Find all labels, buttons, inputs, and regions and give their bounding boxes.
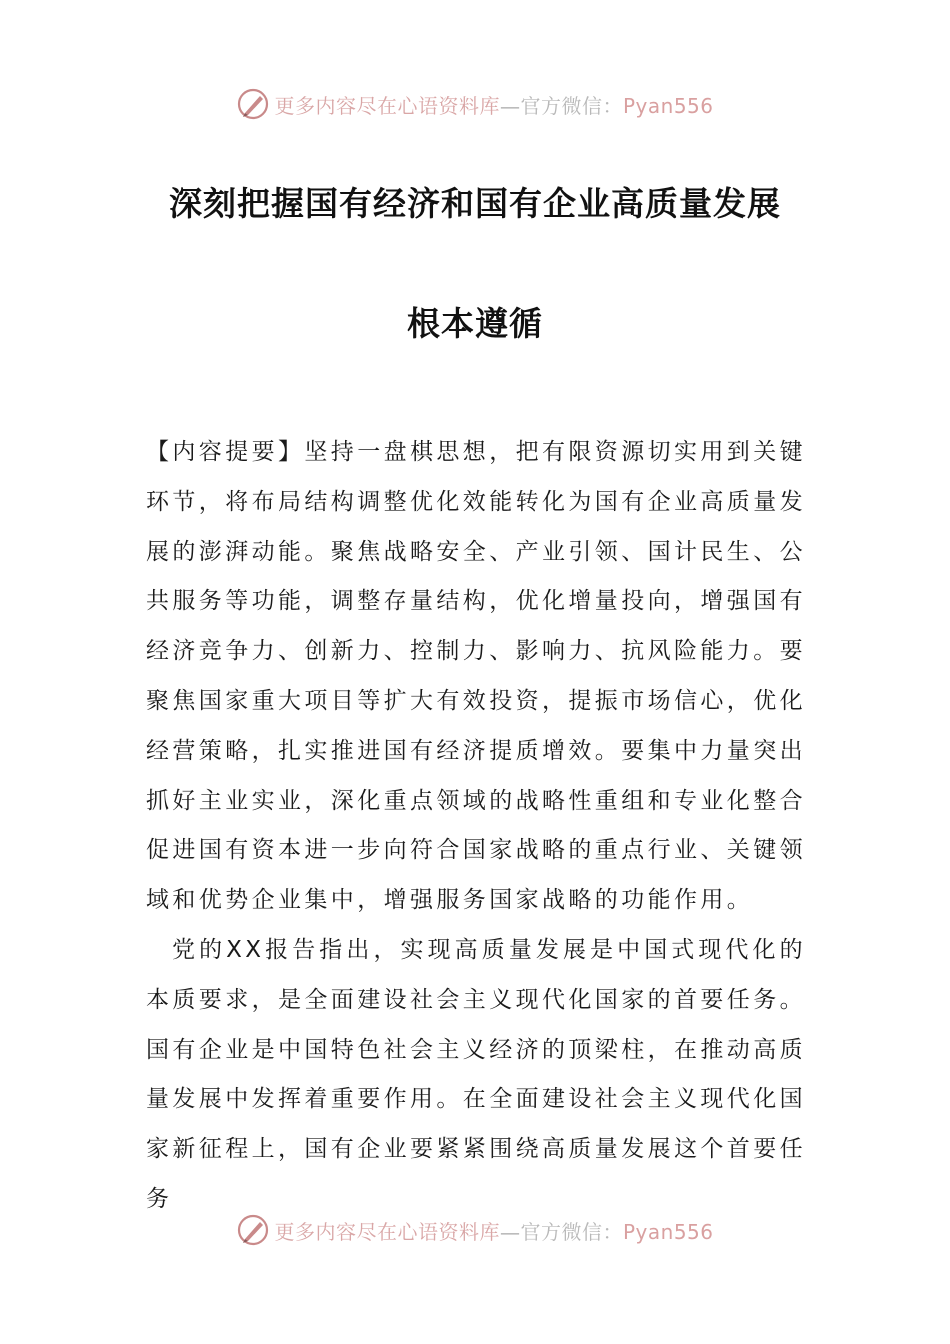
watermark-footer	[0, 1210, 950, 1250]
pen-logo-icon	[236, 87, 270, 121]
watermark-site: 更多内容尽在心语资料库	[274, 93, 500, 118]
body-paragraph: 党的XX报告指出，实现高质量发展是中国式现代化的本质要求，是全面建设社会主义现代化国家的首要任务。国有企业是中国特色社会主义经济的顶梁柱，在推动高质量发展中发挥着重要作用。在全面建设社会主义现代化国家新征程上，国有企业要紧紧围绕高质量发展这个首要任务	[146, 936, 806, 1212]
abstract-paragraph: 【内容提要】坚持一盘棋思想，把有限资源切实用到关键环节，将布局结构调整优化效能转化为国有企业高质量发展的澎湃动能。聚焦战略安全、产业引领、国计民生、公共服务等功能，调整存量结构，优化增量投向，增强国有经济竞争力、创新力、控制力、影响力、抗风险能力。要聚焦国家重大项目等扩大有效投资，提振市场信心，优化经营策略，扎实推进国有经济提质增效。要集中力量突出抓好主业实业，深化重点领域的战略性重组和专业化整合促进国有资本进一步向符合国家战略的重点行业、关键领域和优势企业集中，增强服务国家战略的功能作用。	[146, 439, 806, 914]
document-title-line1: 深刻把握国有经济和国有企业高质量发展	[169, 184, 781, 223]
watermark-header	[0, 84, 950, 124]
document-body	[146, 428, 806, 1225]
watermark-site: 更多内容尽在心语资料库	[274, 1219, 500, 1244]
pen-logo-icon	[236, 1213, 270, 1247]
document-title-line2: 根本遵循	[407, 304, 543, 343]
watermark-wechat-id: Pyan556	[622, 1219, 714, 1244]
watermark-wechat-id: Pyan556	[622, 93, 714, 118]
watermark-contact-label: 官方微信：	[520, 1219, 623, 1244]
watermark-contact-label: 官方微信：	[520, 93, 623, 118]
watermark-separator: —	[499, 93, 521, 118]
watermark-separator: —	[499, 1219, 521, 1244]
